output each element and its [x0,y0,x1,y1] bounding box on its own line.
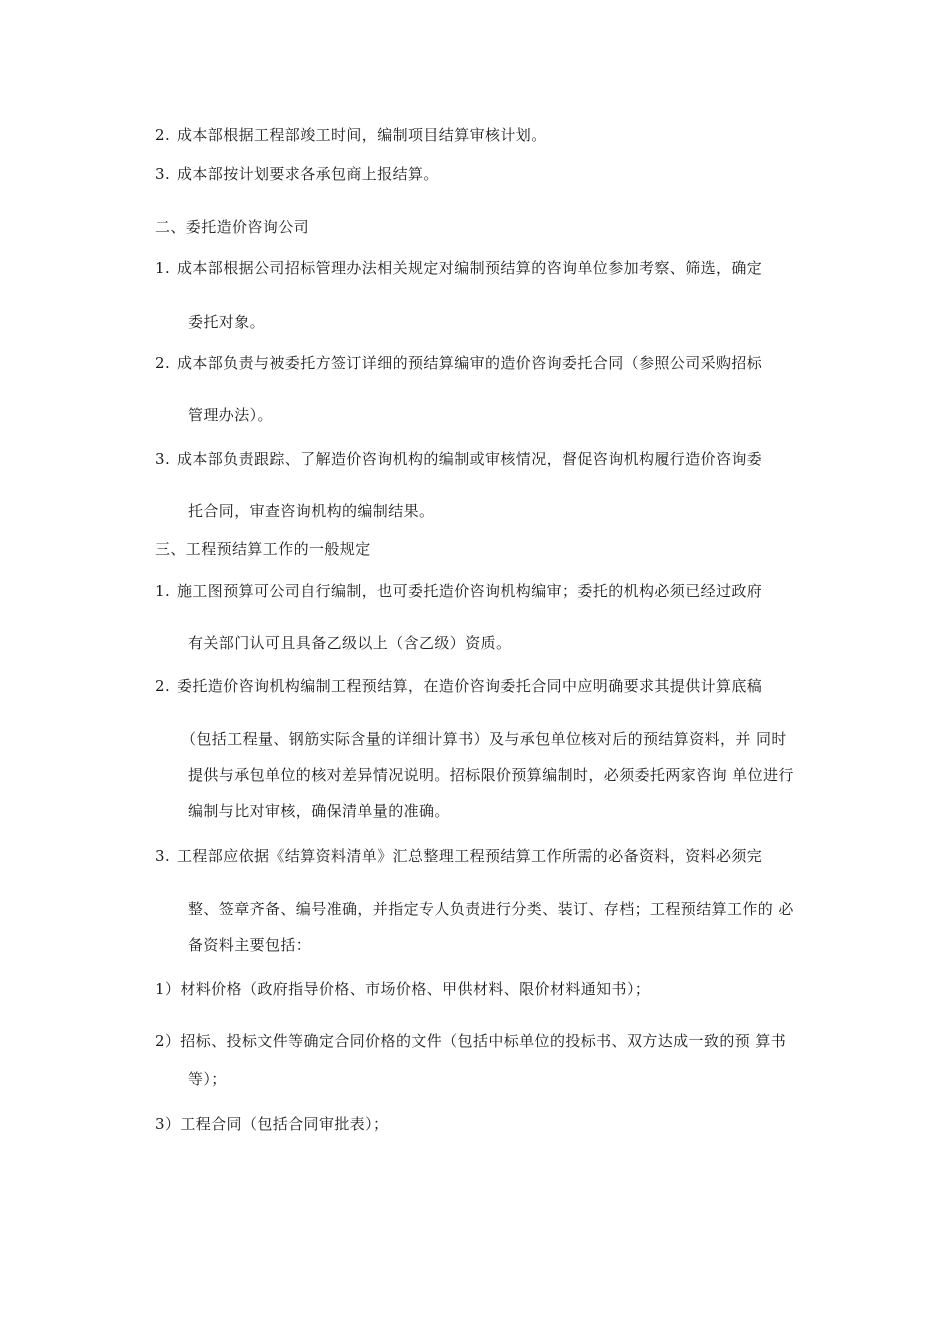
list-number: 3. [155,450,171,468]
list-text-continuation: 委托对象。 [188,313,266,331]
list-text: 成本部根据公司招标管理办法相关规定对编制预结算的咨询单位参加考察、筛选，确定 [177,259,763,277]
list-item [155,845,762,867]
list-item [155,580,762,602]
list-text-continuation: （包括工程量、钢筋实际含量的详细计算书）及与承包单位核对后的预结算资料，并 同时 [181,730,787,748]
list-text: 委托造价咨询机构编制工程预结算，在造价咨询委托合同中应明确要求其提供计算底稿 [177,677,763,695]
sub-list-item: 1）材料价格（政府指导价格、市场价格、甲供材料、限价材料通知书）； [155,980,651,998]
section-heading: 二、委托造价咨询公司 [155,218,310,236]
list-text-continuation: 提供与承包单位的核对差异情况说明。招标限价预算编制时，必须委托两家咨询 单位进行 [188,766,794,784]
list-text-continuation: 托合同，审查咨询机构的编制结果。 [188,502,435,520]
list-number: 2. [155,354,171,372]
list-item [155,257,762,279]
list-text-continuation: 编制与比对审核，确保清单量的准确。 [188,802,450,820]
list-text: 成本部负责跟踪、了解造价咨询机构的编制或审核情况，督促咨询机构履行造价咨询委 [177,450,763,468]
list-item [155,163,439,185]
list-text: 工程部应依据《结算资料清单》汇总整理工程预结算工作所需的必备资料，资料必须完 [177,847,763,865]
list-number: 2. [155,677,171,695]
list-text-continuation: 有关部门认可且具备乙级以上（含乙级）资质。 [188,634,512,652]
list-item [155,675,762,697]
sub-list-continuation: 等）； [188,1070,227,1088]
list-number: 3. [155,847,171,865]
sub-list-item: 2）招标、投标文件等确定合同价格的文件（包括中标单位的投标书、双方达成一致的预 算书 [155,1032,787,1050]
list-item [155,352,762,374]
list-text: 成本部负责与被委托方签订详细的预结算编审的造价咨询委托合同（参照公司采购招标 [177,354,763,372]
list-text-continuation: 整、签章齐备、编号准确，并指定专人负责进行分类、装订、存档；工程预结算工作的 必 [188,900,794,918]
section-heading: 三、工程预结算工作的一般规定 [155,540,371,558]
list-number: 2. [155,126,171,144]
sub-list-item: 3）工程合同（包括合同审批表）； [155,1115,389,1133]
list-number: 3. [155,165,171,183]
list-text: 施工图预算可公司自行编制，也可委托造价咨询机构编审；委托的机构必须已经过政府 [177,582,763,600]
list-number: 1. [155,259,171,277]
list-item [155,448,762,470]
list-text: 成本部按计划要求各承包商上报结算。 [177,165,439,183]
list-text: 成本部根据工程部竣工时间，编制项目结算审核计划。 [177,126,547,144]
list-item [155,124,547,146]
list-number: 1. [155,582,171,600]
list-text-continuation: 备资料主要包括： [188,936,312,954]
list-text-continuation: 管理办法）。 [188,406,273,424]
